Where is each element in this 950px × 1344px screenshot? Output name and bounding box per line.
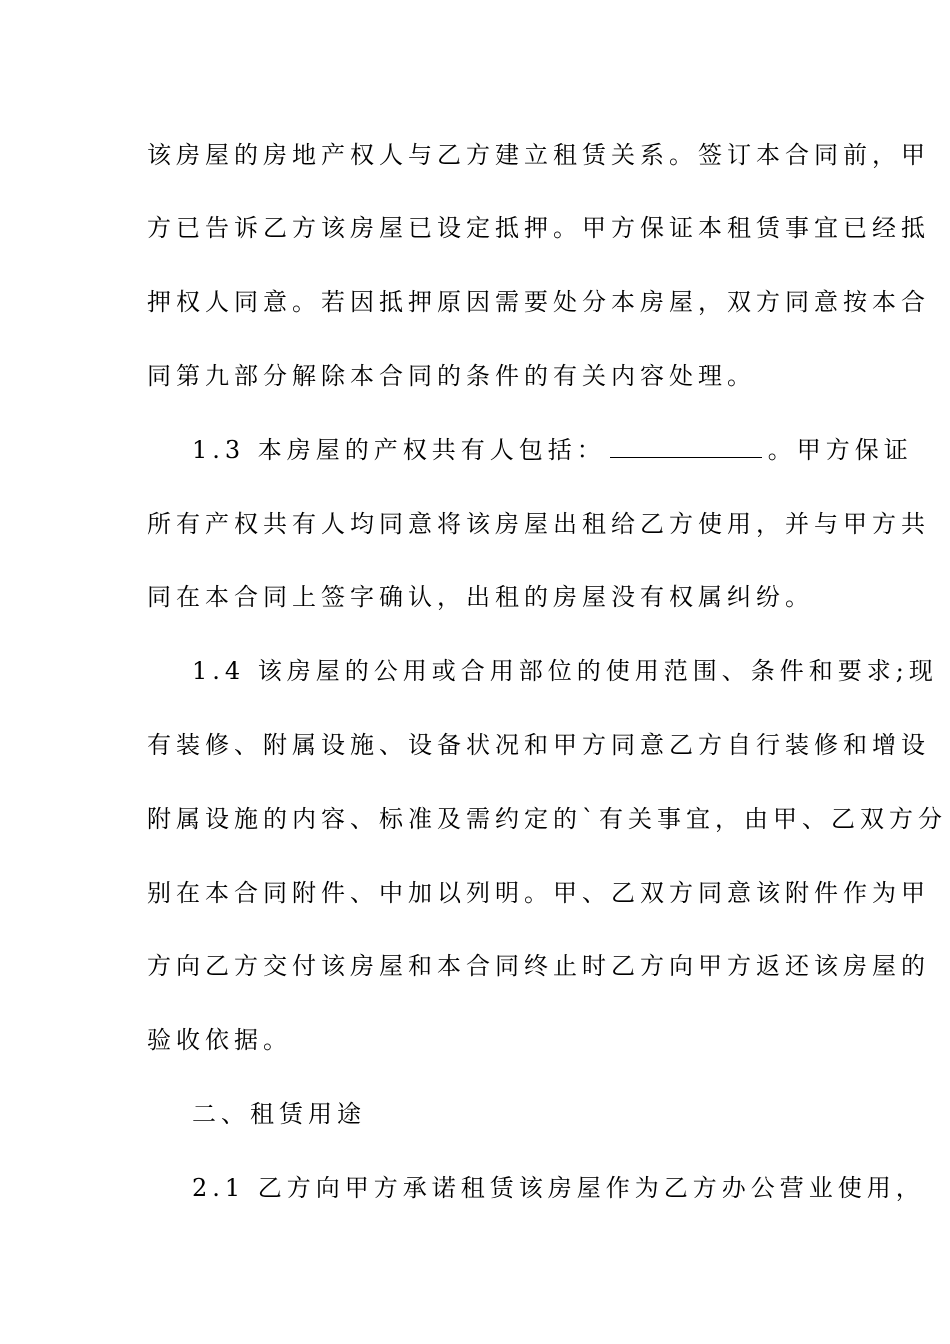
paragraph-line: 押权人同意。若因抵押原因需要处分本房屋，双方同意按本合 (147, 288, 930, 316)
clause-1-3-text-after: 。甲方保证 (767, 436, 913, 464)
section-heading: 二、租赁用途 (192, 1100, 366, 1128)
paragraph-line: 同在本合同上签字确认，出租的房屋没有权属纠纷。 (147, 583, 814, 611)
paragraph-line: 别在本合同附件、中加以列明。甲、乙双方同意该附件作为甲 (147, 879, 930, 907)
paragraph-line: 方向乙方交付该房屋和本合同终止时乙方向甲方返还该房屋的 (147, 952, 930, 980)
co-owner-blank-field (610, 437, 762, 458)
paragraph-line: 所有产权共有人均同意将该房屋出租给乙方使用，并与甲方共 (147, 510, 930, 538)
clause-1-4-line: 1.4 该房屋的公用或合用部位的使用范围、条件和要求;现 (192, 657, 938, 685)
paragraph-line: 验收依据。 (147, 1026, 292, 1054)
paragraph-line: 附属设施的内容、标准及需约定的`有关事宜，由甲、乙双方分 (147, 805, 947, 833)
clause-1-3-text: 1.3 本房屋的产权共有人包括： (192, 436, 606, 464)
paragraph-line: 该房屋的房地产权人与乙方建立租赁关系。签订本合同前，甲 (147, 141, 930, 169)
paragraph-line: 方已告诉乙方该房屋已设定抵押。甲方保证本租赁事宜已经抵 (147, 214, 930, 242)
clause-1-3-line (192, 435, 913, 465)
paragraph-line: 有装修、附属设施、设备状况和甲方同意乙方自行装修和增设 (147, 731, 930, 759)
clause-2-1-line: 2.1 乙方向甲方承诺租赁该房屋作为乙方办公营业使用， (192, 1174, 925, 1202)
paragraph-line: 同第九部分解除本合同的条件的有关内容处理。 (147, 362, 756, 390)
